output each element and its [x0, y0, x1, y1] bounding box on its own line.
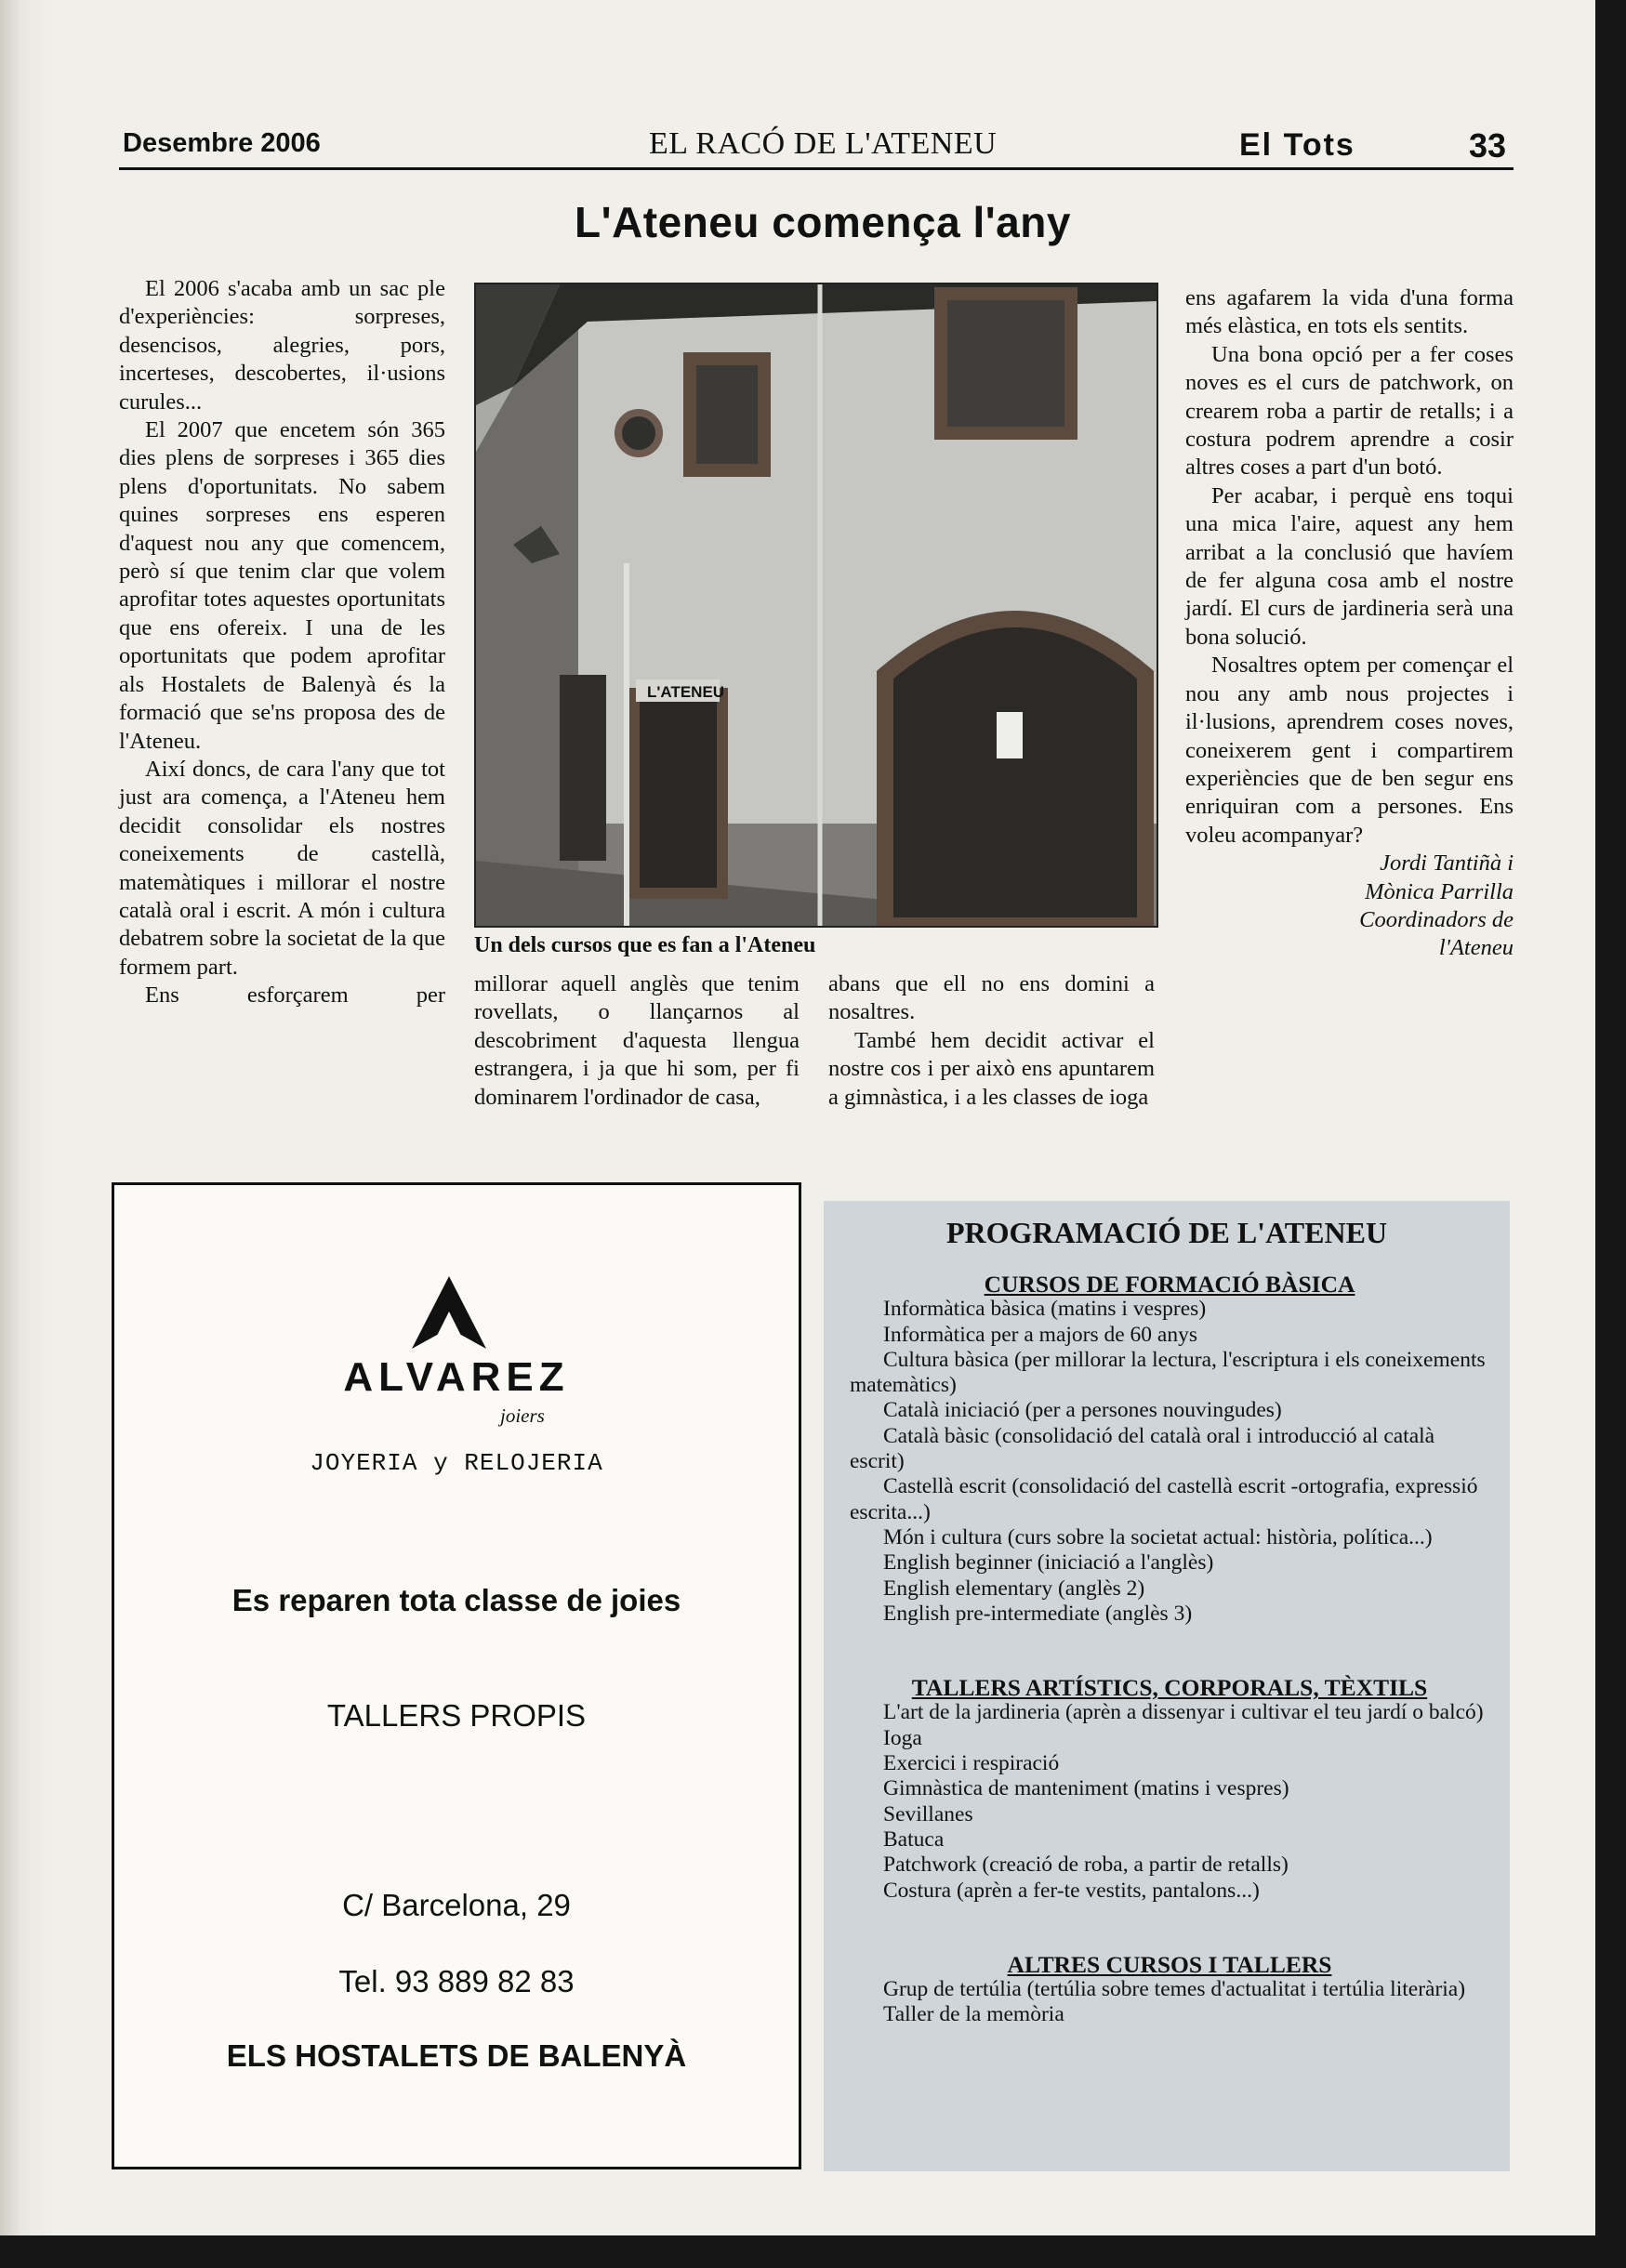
scan-edge-bottom — [0, 2235, 1626, 2268]
advert-address: C/ Barcelona, 29 — [342, 1888, 571, 1922]
workshop-item: Gimnàstica de manteniment (matins i vespres) — [883, 1776, 1289, 1801]
workshop-item: Costura (aprèn a fer-te vestits, pantalons...) — [883, 1878, 1260, 1903]
advert-subtitle: JOYERIA y RELOJERIA — [310, 1449, 603, 1477]
workshop-item: Batuca — [883, 1826, 945, 1852]
programme-box — [824, 1201, 1510, 2171]
section-title: El Tots — [1239, 127, 1355, 163]
paragraph: Així doncs, de cara l'any que tot just ara comença, a l'Ateneu hem decidit consolidar els nostres coneixements de castellà, matemàtiques i millorar el nostre català oral i escrit. A món i cultura debatrem sobre la societat de la que formem part. — [119, 756, 445, 980]
scan-edge-right — [1595, 0, 1626, 2268]
course-item: English elementary (anglès 2) — [883, 1576, 1145, 1601]
programme-list — [850, 1272, 1489, 2028]
author-signature: l'Ateneu — [1438, 935, 1514, 961]
jeweller-advert — [112, 1182, 801, 2169]
paragraph: Una bona opció per a fer coses noves es el curs de patchwork, on crearem roba a partir de retalls; i a costura podrem aprendre a cosir altres coses a part d'un botó. — [1185, 341, 1514, 481]
other-item: Taller de la memòria — [883, 2002, 1064, 2027]
photo-caption: Un dels cursos que es fan a l'Ateneu — [474, 933, 816, 957]
advert-town: ELS HOSTALETS DE BALENYÀ — [226, 2038, 687, 2073]
course-item: Cultura bàsica (per millorar la lectura, l'escriptura i els coneixements matemàtics) — [850, 1347, 1486, 1398]
article-headline: L'Ateneu comença l'any — [575, 198, 1071, 246]
article-column-3 — [828, 970, 1155, 1112]
author-signature: Mònica Parrilla — [1365, 878, 1514, 904]
course-item: Català bàsic (consolidació del català oral i introducció al català escrit) — [850, 1423, 1435, 1474]
course-item: Informàtica per a majors de 60 anys — [883, 1322, 1198, 1347]
workshop-item: L'art de la jardineria (aprèn a dissenyar i cultivar el teu jardí o balcó) — [883, 1700, 1484, 1725]
programme-section-heading: CURSOS DE FORMACIÓ BÀSICA — [984, 1271, 1355, 1298]
paragraph: Per acabar, i perquè ens toqui una mica l'aire, aquest any hem arribat a la conclusió que havíem de fer alguna cosa amb el nostre jardí. El curs de jardineria serà una bona solució. — [1185, 482, 1514, 650]
paragraph: millorar aquell anglès que tenim rovellats, o llançarnos al descobriment d'aquesta llengua estrangera, i ja que hi som, per fi dominarem l'ordinador de casa, — [474, 971, 800, 1110]
building-illustration — [476, 284, 1157, 926]
magazine-title: EL RACÓ DE L'ATENEU — [649, 126, 998, 161]
advert-workshops: TALLERS PROPIS — [326, 1698, 587, 1733]
paragraph: També hem decidit activar el nostre cos i per això ens apuntarem a gimnàstica, i a les classes de ioga — [828, 1027, 1155, 1110]
author-signature: Coordinadors de — [1359, 906, 1514, 932]
course-item: Món i cultura (curs sobre la societat actual: història, política...) — [883, 1524, 1433, 1549]
paragraph: El 2007 que encetem són 365 dies plens de sorpreses i 365 dies plens d'oportunitats. No sabem quines sorpreses ens esperen d'aquest nou any que comencem, però sí que tenim clar que volem aprofitar totes aquestes oportunitats que ens ofereix. I una de les oportunitats que podem aprofitar als Hostalets de Balenyà és la formació que se'ns proposa des de l'Ateneu. — [119, 417, 445, 754]
paragraph: ens agafarem la vida d'una forma més elàstica, en tots els sentits. — [1185, 285, 1514, 339]
issue-date: Desembre 2006 — [123, 128, 321, 158]
workshop-item: Sevillanes — [883, 1801, 973, 1826]
advert-brand: ALVAREZ — [343, 1354, 570, 1400]
advert-phone: Tel. 93 889 82 83 — [338, 1964, 575, 1998]
article-column-1 — [119, 275, 445, 1010]
page-gutter — [0, 0, 54, 2268]
paragraph: Nosaltres optem per començar el nou any amb nous projectes i il·lusions, aprendrem coses noves, coneixerem gent i compartirem experiències que de ben segur ens enriquiran com a persones. Ens voleu acompanyar? — [1185, 653, 1514, 848]
building-sign: L'ATENEU — [647, 683, 725, 701]
article-column-2 — [474, 970, 800, 1112]
ateneu-building-photo — [474, 283, 1158, 928]
workshop-item: Patchwork (creació de roba, a partir de retalls) — [883, 1853, 1289, 1878]
paragraph: El 2006 s'acaba amb un sac ple d'experiències: sorpreses, desencisos, alegries, pors, incerteses, descobertes, il·usions curules... — [119, 276, 445, 415]
paragraph: Ens esforçarem per — [145, 982, 445, 1009]
programme-title: PROGRAMACIÓ DE L'ATENEU — [945, 1216, 1388, 1249]
advert-slogan: Es reparen tota classe de joies — [231, 1583, 681, 1617]
workshop-item: Exercici i respiració — [883, 1751, 1060, 1776]
workshop-item: Ioga — [883, 1725, 922, 1750]
course-item: Català iniciació (per a persones nouvingudes) — [883, 1398, 1282, 1423]
page-number: 33 — [1469, 126, 1507, 165]
other-item: Grup de tertúlia (tertúlia sobre temes d'actualitat i tertúlia literària) — [883, 1977, 1466, 2002]
paragraph: abans que ell no ens domini a nosaltres. — [828, 971, 1155, 1025]
article-column-4 — [1185, 284, 1514, 963]
alvarez-logo-icon — [393, 1274, 523, 1349]
programme-section-heading: TALLERS ARTÍSTICS, CORPORALS, TÈXTILS — [911, 1674, 1428, 1702]
running-head — [119, 121, 1514, 170]
author-signature: Jordi Tantiñà i — [1380, 850, 1514, 877]
course-item: Castellà escrit (consolidació del castellà escrit -ortografia, expressió escrita...) — [850, 1474, 1478, 1524]
programme-section-heading: ALTRES CURSOS I TALLERS — [1007, 1950, 1332, 1978]
course-item: Informàtica bàsica (matins i vespres) — [883, 1297, 1207, 1322]
course-item: English beginner (iniciació a l'anglès) — [883, 1550, 1214, 1576]
course-item: English pre-intermediate (anglès 3) — [883, 1601, 1193, 1626]
advert-brand-tag: joiers — [500, 1404, 545, 1427]
